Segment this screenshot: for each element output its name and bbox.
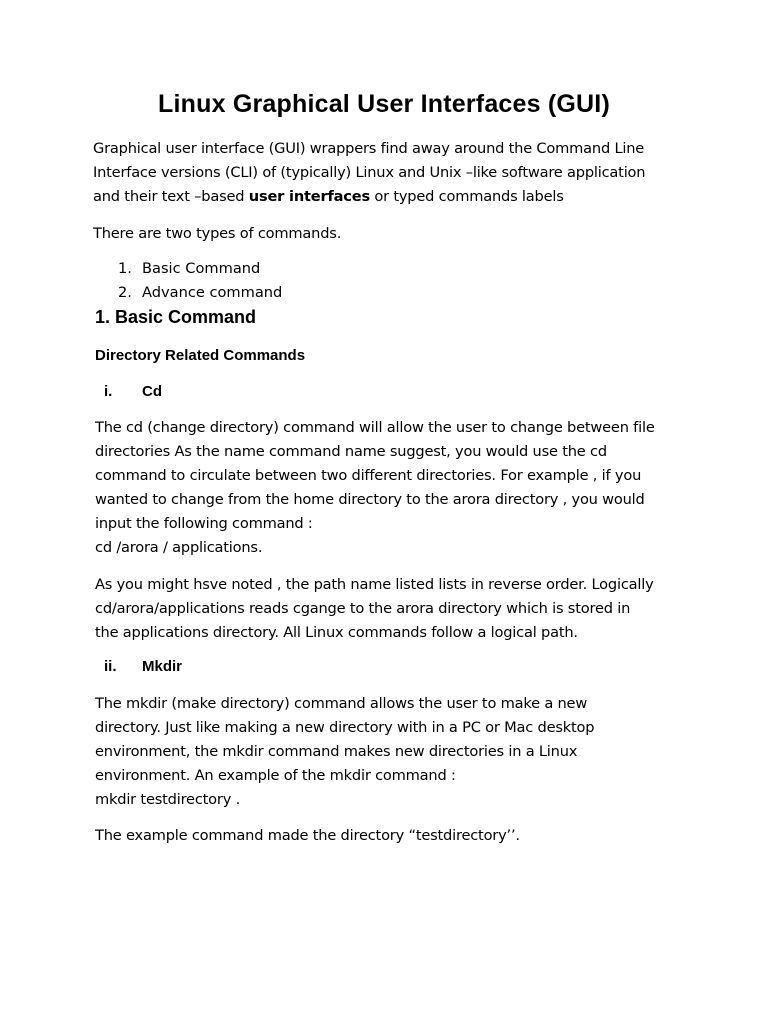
types-intro-text: There are two types of commands. bbox=[93, 225, 342, 242]
cd-p1-line: command to circulate between two different directories. For example , if you bbox=[95, 467, 642, 484]
mkdir-paragraph-2 bbox=[95, 824, 695, 848]
mkdir-paragraph-1 bbox=[95, 692, 695, 812]
section-heading: 1. Basic Command bbox=[95, 307, 257, 327]
mkdir-heading-label: Mkdir bbox=[142, 658, 183, 675]
cd-numeral: i. bbox=[104, 383, 113, 400]
list-item-label: Advance command bbox=[142, 284, 283, 301]
mkdir-p1-line: directory. Just like making a new directory with in a PC or Mac desktop bbox=[95, 719, 595, 736]
list-item bbox=[118, 281, 282, 305]
intro-line-1: Graphical user interface (GUI) wrappers find away around the Command Line bbox=[93, 140, 645, 157]
types-intro bbox=[93, 222, 693, 246]
intro-bold-term: user interfaces bbox=[248, 188, 370, 205]
mkdir-numeral: ii. bbox=[104, 658, 117, 675]
page-title: Linux Graphical User Interfaces (GUI) bbox=[158, 90, 610, 118]
types-list bbox=[118, 257, 282, 305]
cd-p1-line: input the following command : bbox=[95, 515, 313, 532]
cd-p1-line: The cd (change directory) command will allow the user to change between file bbox=[95, 419, 655, 436]
mkdir-heading bbox=[104, 658, 182, 675]
cd-p1-line: wanted to change from the home directory to the arora directory , you would bbox=[95, 491, 645, 508]
cd-p2-line: cd/arora/applications reads cgange to the arora directory which is stored in bbox=[95, 600, 631, 617]
cd-p2-line: As you might hsve noted , the path name listed lists in reverse order. Logically bbox=[95, 576, 654, 593]
mkdir-p1-line: environment, the mkdir command makes new directories in a Linux bbox=[95, 743, 578, 760]
mkdir-p1-line: The mkdir (make directory) command allows the user to make a new bbox=[95, 695, 588, 712]
intro-paragraph bbox=[93, 137, 693, 209]
mkdir-p1-line: environment. An example of the mkdir command : bbox=[95, 767, 456, 784]
list-item bbox=[118, 257, 282, 281]
list-item-number: 1. bbox=[118, 260, 132, 277]
cd-paragraph-2 bbox=[95, 573, 695, 645]
cd-heading-label: Cd bbox=[142, 383, 162, 400]
intro-line-3 bbox=[93, 185, 693, 209]
cd-p1-line: directories As the name command name suggest, you would use the cd bbox=[95, 443, 607, 460]
cd-p2-line: the applications directory. All Linux commands follow a logical path. bbox=[95, 624, 578, 641]
cd-p1-line: cd /arora / applications. bbox=[95, 539, 263, 556]
subsection-heading: Directory Related Commands bbox=[95, 347, 306, 364]
cd-paragraph-1 bbox=[95, 416, 695, 560]
list-item-label: Basic Command bbox=[142, 260, 261, 277]
intro-line-3-start: and their text –based bbox=[93, 188, 249, 205]
cd-heading bbox=[104, 383, 162, 400]
list-item-number: 2. bbox=[118, 284, 132, 301]
intro-line-2: Interface versions (CLI) of (typically) Linux and Unix –like software application bbox=[93, 164, 646, 181]
intro-line-3-end: or typed commands labels bbox=[369, 188, 564, 205]
mkdir-p2-line: The example command made the directory “testdirectory’’. bbox=[95, 827, 520, 844]
mkdir-p1-line: mkdir testdirectory . bbox=[95, 791, 241, 808]
